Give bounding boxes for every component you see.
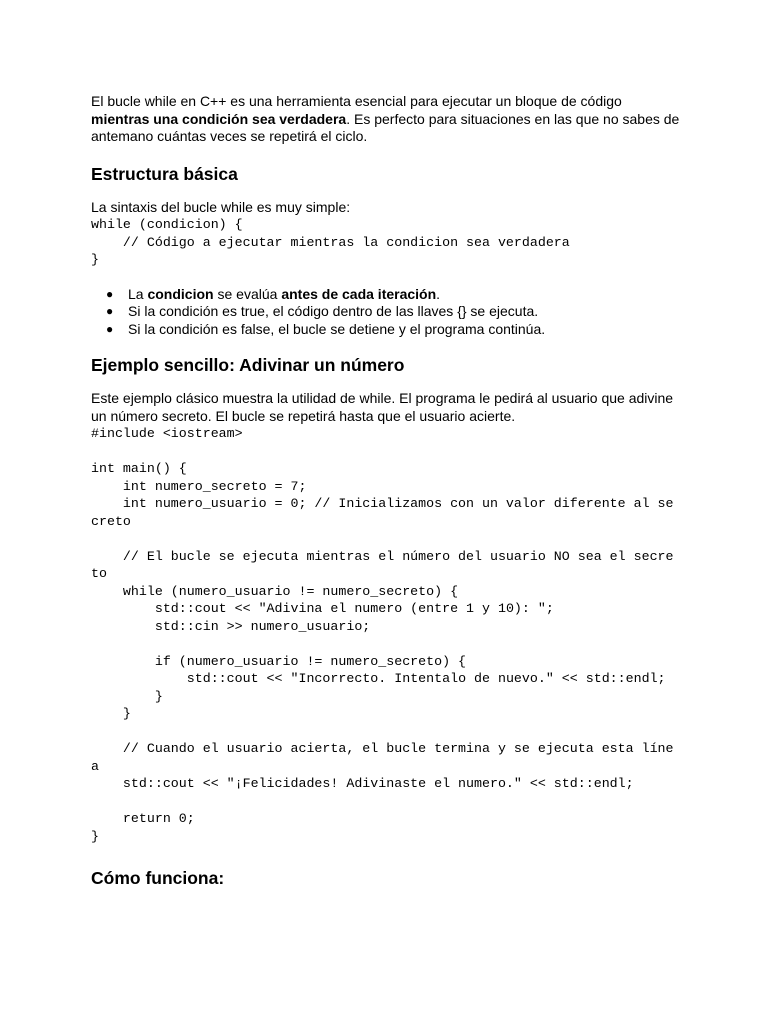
- bullet-dot-icon: ●: [106, 321, 114, 336]
- bullet-list: [91, 286, 691, 339]
- example-lead: Este ejemplo clásico muestra la utilidad de while. El programa le pedirá al usuario que adivine un número secreto. El bucle se repetirá hasta que el usuario acierte.: [91, 390, 674, 424]
- bullet-1-bold2: antes de cada iteración: [281, 285, 437, 302]
- example-code-block: #include <iostream> int main() { int numero_secreto = 7; int numero_usuario = 0; // Inicializamos con un valor diferente al secreto // El bucle se ejecuta mientras el número del usuario NO sea el secreto while (numero_usuario != numero_secreto) { std::cout << "Adivina el numero (entre 1 y 10): "; std::cin >> numero_usuario; if (numero_usuario != numero_secreto) { std::cout << "Incorrecto. Intentalo de nuevo." << std::endl; } } // Cuando el usuario acierta, el bucle termina y se ejecuta esta línea std::cout << "¡Felicidades! Adivinaste el numero." << std::endl; return 0; }: [91, 426, 674, 844]
- bullet-2-text: Si la condición es true, el código dentro de las llaves {} se ejecuta.: [128, 303, 539, 319]
- bullet-1-post: .: [436, 285, 441, 302]
- heading-como-funciona: Cómo funciona:: [91, 868, 225, 888]
- heading-estructura-basica: Estructura básica: [91, 163, 238, 184]
- syntax-code-block: while (condicion) { // Código a ejecutar mientras la condicion sea verdadera }: [91, 217, 570, 267]
- bullet-item-2: [91, 303, 691, 321]
- bullet-dot-icon: ●: [106, 304, 114, 318]
- intro-text-1: El bucle while en C++ es una herramienta esencial para ejecutar un bloque de código: [91, 93, 622, 109]
- bullet-3-text: Si la condición es false, el bucle se detiene y el programa continúa.: [128, 320, 546, 337]
- intro-text-2: . Es perfecto para situaciones en las que no sabes de antemano cuántas veces se repetirá el ciclo.: [91, 110, 680, 144]
- syntax-lead: La sintaxis del bucle while es muy simple:: [91, 198, 351, 215]
- document-page: [91, 93, 691, 889]
- heading-ejemplo-sencillo: Ejemplo sencillo: Adivinar un número: [91, 355, 405, 375]
- intro-bold: mientras una condición sea verdadera: [91, 110, 347, 127]
- bullet-1-pre: La: [128, 285, 148, 302]
- bullet-item-3: [91, 321, 691, 339]
- bullet-dot-icon: ●: [106, 286, 114, 301]
- bullet-1-bold: condicion: [147, 285, 214, 302]
- bullet-1-mid: se evalúa: [213, 285, 282, 302]
- intro-paragraph: [91, 93, 681, 146]
- bullet-item-1: [91, 286, 691, 304]
